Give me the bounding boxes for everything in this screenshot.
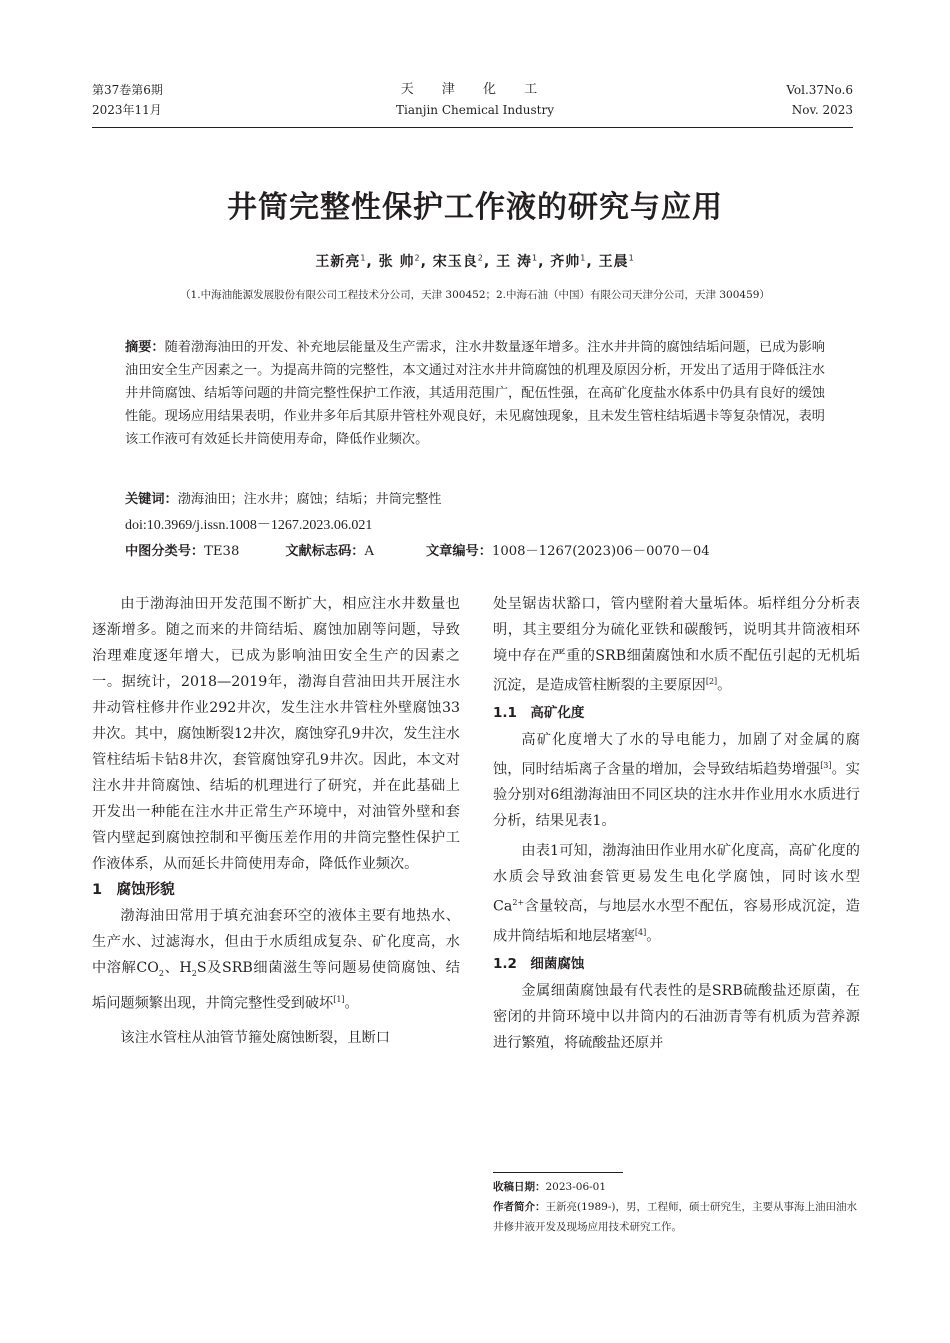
header-volume-en: Vol.37No.6 <box>786 83 853 97</box>
body-text: 高矿化度增大了水的导电能力，加剧了对金属的腐蚀，同时结垢离子含量的增加，会导致结垢趋势增强 <box>493 731 860 778</box>
right-column <box>493 591 860 1056</box>
header-date-en: Nov. 2023 <box>791 103 853 117</box>
citation-ref: [4] <box>634 928 647 938</box>
affiliations: （1.中海油能源发展股份有限公司工程技术分公司，天津 300452；2.中海石油（中国）有限公司天津分公司，天津 300459） <box>180 289 770 301</box>
author-name: 王新亮 <box>315 254 361 270</box>
subscript: 2 <box>158 968 164 978</box>
author-affil-mark: 1 <box>531 253 539 263</box>
doc-code-value: A <box>364 544 374 559</box>
header-rule <box>92 127 853 128</box>
citation-ref: [3] <box>820 760 832 770</box>
body-paragraph: 该注水管柱从油管节箍处腐蚀断裂，且断口 <box>120 1029 390 1046</box>
bio-value: 王新亮(1989-)，男，工程师，硕士研究生，主要从事海上油田油水井修井液开发及现场应用技术研究工作。 <box>493 1201 857 1233</box>
body-text: 。 <box>717 677 732 694</box>
author-affil-mark: 2 <box>414 253 421 263</box>
section-heading: 1 腐蚀形貌 <box>92 882 175 898</box>
body-text: 、H <box>163 960 192 976</box>
body-text: 。实验分别对6组渤海油田不同区块的注水井作业用水水质进行分析，结果见表1。 <box>493 761 860 830</box>
author-list: 王新亮$^1$, 张 帅$^2$, 宋玉良$^2$, 王 涛$^1$, 齐帅$^1$, 王晨$^1$ <box>315 253 635 270</box>
body-text: 渤海油田常用于填充油套环空的液体主要有地热水、生产水、过滤海水，但由于水质组成复杂、矿化度高，水中溶解CO <box>92 908 460 976</box>
footnote-rule <box>493 1172 623 1173</box>
body-paragraph <box>493 838 860 949</box>
author-affil-mark: 1 <box>360 253 367 263</box>
abstract-label: 摘要： <box>125 340 165 355</box>
body-text: 含量较高，与地层水水型不配伍，容易形成沉淀，造成井筒结垢和地层堵塞 <box>493 899 860 945</box>
doc-code-label: 文献标志码： <box>285 544 365 559</box>
classification-row <box>125 540 825 563</box>
journal-name-en: Tianjin Chemical Industry <box>396 103 554 117</box>
received-value: 2023-06-01 <box>545 1181 607 1193</box>
body-text: 。 <box>646 928 661 945</box>
header-volume-cn: 第37卷第6期 <box>92 83 163 97</box>
author-bio <box>493 1197 860 1237</box>
body-paragraph <box>493 727 860 835</box>
body-paragraph <box>493 591 860 699</box>
body-text: 。 <box>344 995 359 1012</box>
author-name: 王晨 <box>598 254 629 270</box>
paper-title: 井筒完整性保护工作液的研究与应用 <box>227 190 723 225</box>
clc-value: TE38 <box>204 544 240 559</box>
article-number-label: 文章编号： <box>426 544 492 559</box>
subsection-heading: 1.2 细菌腐蚀 <box>493 955 585 972</box>
superscript: 2+ <box>512 898 525 908</box>
journal-name-cn: 天 津 化 工 <box>400 82 550 97</box>
clc-label: 中图分类号： <box>125 544 205 559</box>
author-name: 张 帅 <box>378 254 415 270</box>
header-right <box>786 80 853 120</box>
left-column <box>92 591 460 1051</box>
body-text: 处呈锯齿状豁口，管内壁附着大量垢体。垢样组分分析表明，其主要组分为硫化亚铁和碳酸钙，说明其井筒液相环境中存在严重的SRB细菌腐蚀和水质不配伍引起的无机垢沉淀，是造成管柱断裂的主要原因 <box>493 596 860 694</box>
author-affil-mark: 2 <box>477 253 484 263</box>
author-name: 齐帅 <box>550 254 581 270</box>
author-affil-mark: 1 <box>628 253 635 263</box>
subscript: 2 <box>191 968 197 978</box>
header-date-cn: 2023年11月 <box>92 103 162 117</box>
abstract-text: 随着渤海油田的开发、补充地层能量及生产需求，注水井数量逐年增多。注水井井筒的腐蚀结垢问题，已成为影响油田安全生产因素之一。为提高井筒的完整性，本文通过对注水井井筒腐蚀的机理及原因分析，开发出了适用于降低注水井井筒腐蚀、结垢等问题的井筒完整性保护工作液，其适用范围广，配伍性强，在高矿化度盐水体系中仍具有良好的缓蚀性能。现场应用结果表明，作业井多年后其原井管柱外观良好，未见腐蚀现象，且未发生管柱结垢遇卡等复杂情况，表明该工作液可有效延长井筒使用寿命，降低作业频次。 <box>125 340 825 447</box>
citation-ref: [1] <box>333 994 345 1004</box>
abstract <box>125 336 825 451</box>
bio-label: 作者简介： <box>493 1201 546 1213</box>
received-label: 收稿日期： <box>493 1181 546 1193</box>
author-name: 王 涛 <box>496 254 532 270</box>
citation-ref: [2] <box>705 677 718 686</box>
keywords-label: 关键词： <box>125 492 178 507</box>
keywords-text: 渤海油田；注水井；腐蚀；结垢；井筒完整性 <box>177 492 442 507</box>
doi: doi:10.3969/j.issn.1008－1267.2023.06.021 <box>125 518 373 533</box>
intro-paragraph: 由于渤海油田开发范围不断扩大，相应注水井数量也逐渐增多。随之而来的井筒结垢、腐蚀加剧等问题，导致治理难度逐年增大，已成为影响油田安全生产的因素之一。据统计，2018—2019年，渤海自营油田共开展注水井动管柱修井作业292井次，发生注水井管柱外壁腐蚀33井次。其中，腐蚀断裂12井次，腐蚀穿孔9井次，发生注水管柱结垢卡钻8井次，套管腐蚀穿孔9井次。因此，本文对注水井井筒腐蚀、结垢的机理进行了研究，并在此基础上开发出一种能在注水井正常生产环境中，对油管外壁和套管内壁起到腐蚀控制和平衡压差作用的井筒完整性保护工作液体系，从而延长井筒使用寿命，降低作业频次。 <box>92 596 460 872</box>
body-text: S及SRB细菌滋生等问题易使筒腐蚀、结垢问题频繁出现，井筒完整性受到破坏 <box>92 960 460 1012</box>
body-text: 由表1可知，渤海油田作业用水矿化度高，高矿化度的水质会导致油套管更易发生电化学腐蚀，同时该水型Ca <box>493 843 860 916</box>
body-paragraph: 金属细菌腐蚀最有代表性的是SRB硫酸盐还原菌，在密闭的井筒环境中以井筒内的石油沥青等有机质为营养源进行繁殖，将硫酸盐还原并 <box>493 982 860 1051</box>
keywords <box>125 488 825 511</box>
author-affil-mark: 1 <box>580 253 587 263</box>
article-number-value: 1008－1267(2023)06－0070－04 <box>491 544 710 559</box>
author-name: 宋玉良 <box>432 254 478 270</box>
received-date <box>493 1177 860 1197</box>
subsection-heading: 1.1 高矿化度 <box>493 704 585 721</box>
body-paragraph <box>92 903 460 1017</box>
